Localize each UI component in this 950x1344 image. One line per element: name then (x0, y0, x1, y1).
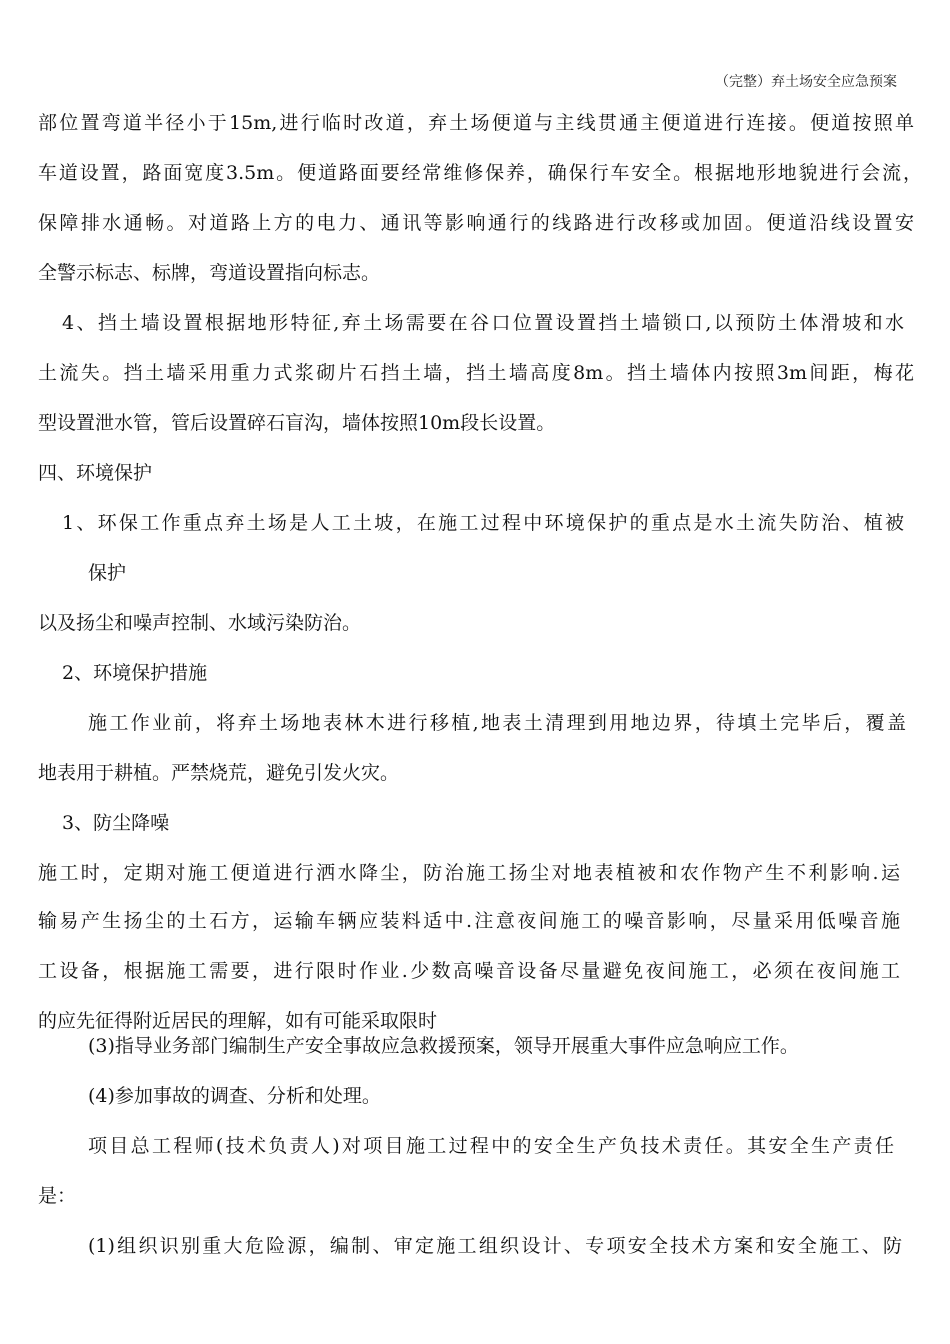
paragraph-line: 全警示标志、标牌，弯道设置指向标志。 (38, 262, 381, 284)
list-item: (4)参加事故的调查、分析和处理。 (88, 1085, 381, 1107)
paragraph-line: 以及扬尘和噪声控制、水域污染防治。 (38, 612, 362, 634)
paragraph-line: 施工作业前，将弃土场地表林木进行移植,地表土清理到用地边界，待填土完毕后，覆盖 (88, 712, 906, 734)
paragraph-line: 车道设置，路面宽度3.5m。便道路面要经常维修保养，确保行车安全。根据地形地貌进行会流， (38, 162, 922, 184)
paragraph-line: 部位置弯道半径小于15m,进行临时改道，弃土场便道与主线贯通主便道进行连接。便道按照单 (38, 112, 914, 134)
paragraph-line: 输易产生扬尘的土石方，运输车辆应装料适中.注意夜间施工的噪音影响，尽量采用低噪音施 (38, 910, 900, 932)
paragraph-line: 项目总工程师(技术负责人)对项目施工过程中的安全生产负技术责任。其安全生产责任 (88, 1135, 894, 1157)
list-item-continuation: 保护 (88, 562, 127, 584)
subheading: 3、防尘降噪 (62, 812, 170, 834)
paragraph-line: 保障排水通畅。对道路上方的电力、通讯等影响通行的线路进行改移或加固。便道沿线设置安 (38, 212, 914, 234)
paragraph-line: 工设备，根据施工需要，进行限时作业.少数高噪音设备尽量避免夜间施工，必须在夜间施工 (38, 960, 900, 982)
list-item: (1)组织识别重大危险源，编制、审定施工组织设计、专项安全技术方案和安全施工、防 (88, 1235, 902, 1257)
paragraph-line: 地表用于耕植。严禁烧荒，避免引发火灾。 (38, 762, 400, 784)
paragraph-line: 4、挡土墙设置根据地形特征,弃土场需要在谷口位置设置挡土墙锁口,以预防土体滑坡和水 (62, 312, 904, 334)
section-heading: 四、环境保护 (38, 462, 153, 484)
page-header-title: （完整）弃土场安全应急预案 (715, 74, 897, 90)
paragraph-line: 土流失。挡土墙采用重力式浆砌片石挡土墙，挡土墙高度8m。挡土墙体内按照3m间距，梅花 (38, 362, 914, 384)
subheading: 2、环境保护措施 (62, 662, 208, 684)
paragraph-line: 施工时，定期对施工便道进行洒水降尘，防治施工扬尘对地表植被和农作物产生不利影响.运 (38, 862, 900, 884)
list-item: 1、环保工作重点弃土场是人工土坡，在施工过程中环境保护的重点是水土流失防治、植被 (62, 512, 904, 534)
paragraph-line: 是： (38, 1185, 77, 1207)
paragraph-line: 型设置泄水管，管后设置碎石盲沟，墙体按照10m段长设置。 (38, 412, 556, 434)
paragraph-line: 的应先征得附近居民的理解，如有可能采取限时 (38, 1010, 438, 1032)
list-item: (3)指导业务部门编制生产安全事故应急救援预案，领导开展重大事件应急响应工作。 (88, 1035, 799, 1057)
